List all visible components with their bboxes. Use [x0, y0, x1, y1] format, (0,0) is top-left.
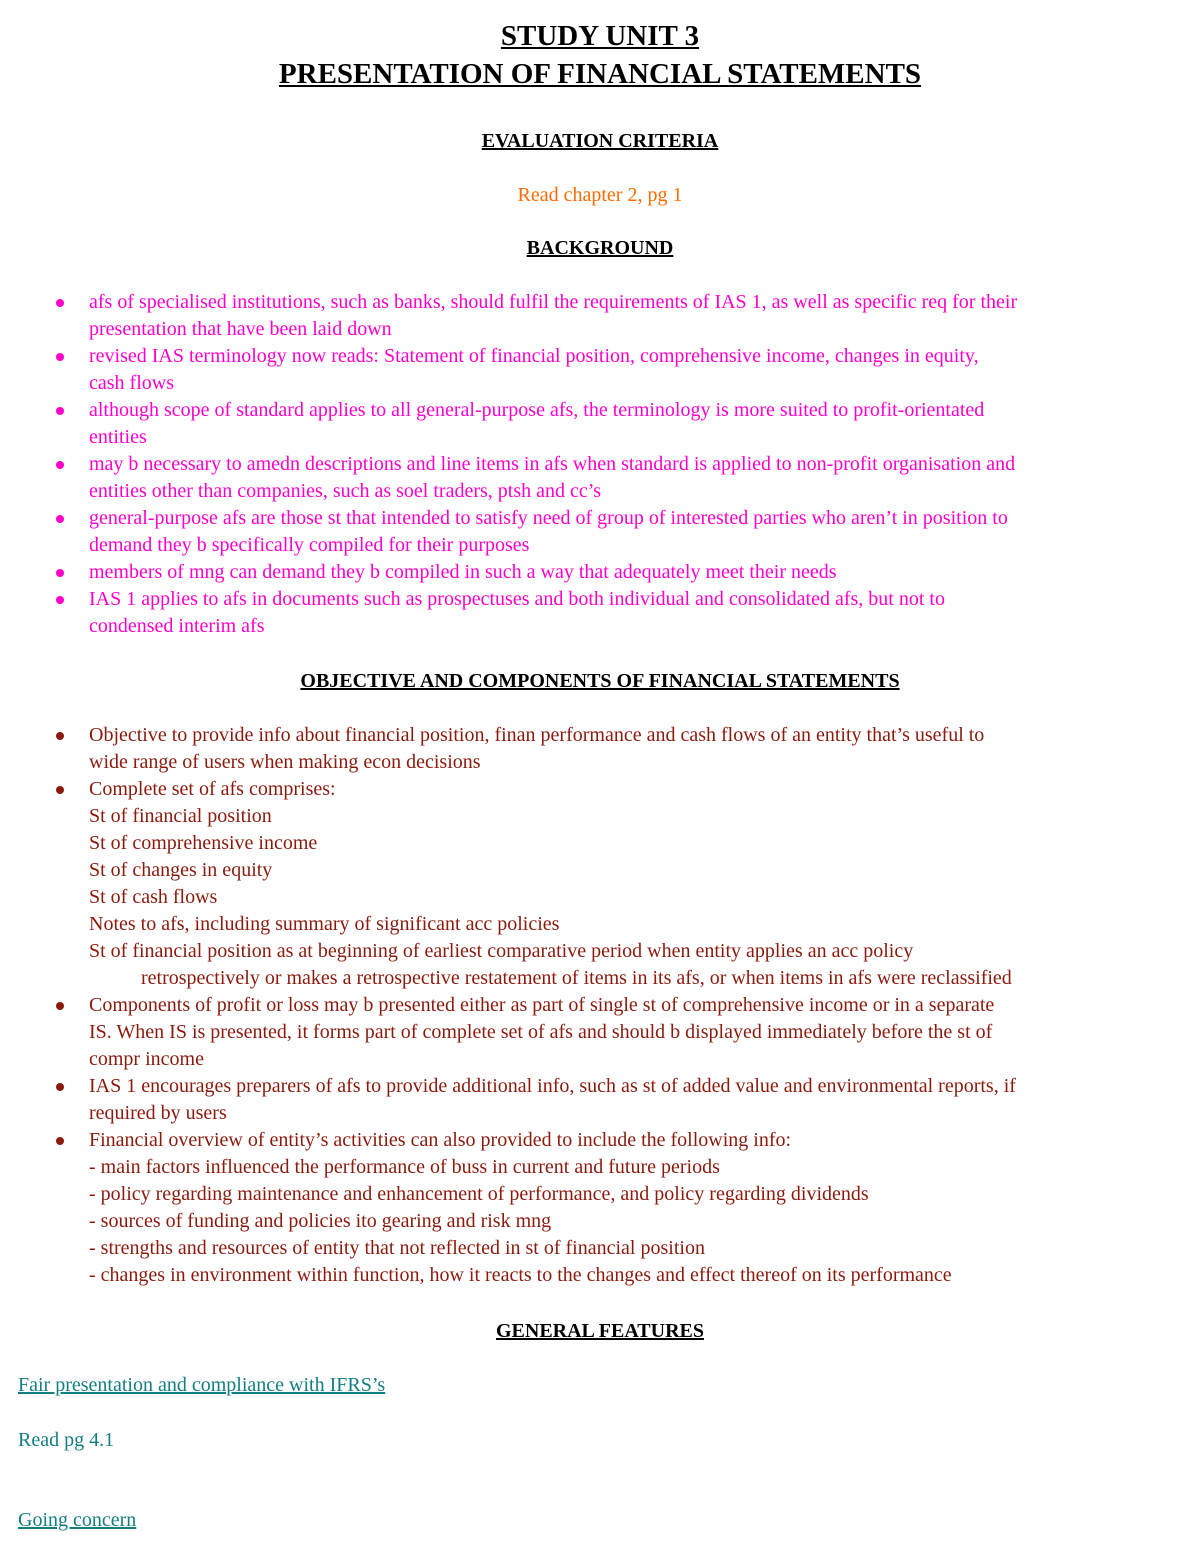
- list-item: IAS 1 encourages preparers of afs to provide additional info, such as st of added value and environmental reports, if required by users: [0, 1073, 1190, 1127]
- background-list: [0, 289, 1190, 640]
- document-title-line2: PRESENTATION OF FINANCIAL STATEMENTS: [278, 58, 922, 90]
- list-item: although scope of standard applies to all general-purpose afs, the terminology is more suited to profit-orientated entities: [0, 397, 1190, 451]
- list-item: Complete set of afs comprises: St of financial position St of comprehensive income St of changes in equity St of cash flows Notes to afs, including summary of significant acc policies St of financial position as at beginning of earliest comparative period when entity applies an acc policy retrospectively or makes a retrospective restatement of items in its afs, or when items in afs were reclassified: [0, 776, 1190, 992]
- bullet-icon: [56, 732, 64, 740]
- background-heading: BACKGROUND: [526, 237, 674, 259]
- list-item: afs of specialised institutions, such as banks, should fulfil the requirements of IAS 1, as well as specific req for their presentation that have been laid down: [0, 289, 1190, 343]
- objective-heading: OBJECTIVE AND COMPONENTS OF FINANCIAL STATEMENTS: [300, 670, 900, 692]
- objective-list: [0, 722, 1190, 1289]
- list-item: Financial overview of entity’s activities can also provided to include the following info: - main factors influenced the performance of buss in current and future periods - policy regarding maintenance and enhancement of performance, and policy regarding dividends - sources of funding and policies ito gearing and risk mng - strengths and resources of entity that not reflected in st of financial position - changes in environment within function, how it reacts to the changes and effect thereof on its performance: [0, 1127, 1190, 1289]
- list-item: Components of profit or loss may b presented either as part of single st of comprehensive income or in a separate IS. When IS is presented, it forms part of complete set of afs and should b displayed immediately before the st of compr income: [0, 992, 1190, 1073]
- bullet-icon: [56, 299, 64, 307]
- bullet-icon: [56, 407, 64, 415]
- general-features-heading: GENERAL FEATURES: [495, 1320, 704, 1342]
- bullet-icon: [56, 596, 64, 604]
- evaluation-note: Read chapter 2, pg 1: [517, 184, 683, 206]
- list-item: members of mng can demand they b compiled in such a way that adequately meet their needs: [0, 559, 1190, 586]
- bullet-icon: [56, 461, 64, 469]
- bullet-icon: [56, 569, 64, 577]
- bullet-icon: [56, 1002, 64, 1010]
- bullet-icon: [56, 515, 64, 523]
- fair-presentation-link[interactable]: Fair presentation and compliance with IFRS’s: [18, 1374, 386, 1396]
- list-item: Objective to provide info about financial position, finan performance and cash flows of an entity that’s useful to wide range of users when making econ decisions: [0, 722, 1190, 776]
- list-item: general-purpose afs are those st that intended to satisfy need of group of interested parties who aren’t in position to demand they b specifically compiled for their purposes: [0, 505, 1190, 559]
- going-concern-link[interactable]: Going concern: [18, 1509, 137, 1531]
- list-item: may b necessary to amedn descriptions and line items in afs when standard is applied to non-profit organisation and entities other than companies, such as soel traders, ptsh and cc’s: [0, 451, 1190, 505]
- list-item: IAS 1 applies to afs in documents such as prospectuses and both individual and consolidated afs, but not to condensed interim afs: [0, 586, 1190, 640]
- bullet-icon: [56, 786, 64, 794]
- evaluation-criteria-heading: EVALUATION CRITERIA: [481, 130, 719, 152]
- document-title-line1: STUDY UNIT 3: [500, 20, 700, 52]
- read-note: Read pg 4.1: [18, 1429, 115, 1451]
- bullet-icon: [56, 1137, 64, 1145]
- list-item: revised IAS terminology now reads: Statement of financial position, comprehensive income, changes in equity, cash flows: [0, 343, 1190, 397]
- bullet-icon: [56, 1083, 64, 1091]
- bullet-icon: [56, 353, 64, 361]
